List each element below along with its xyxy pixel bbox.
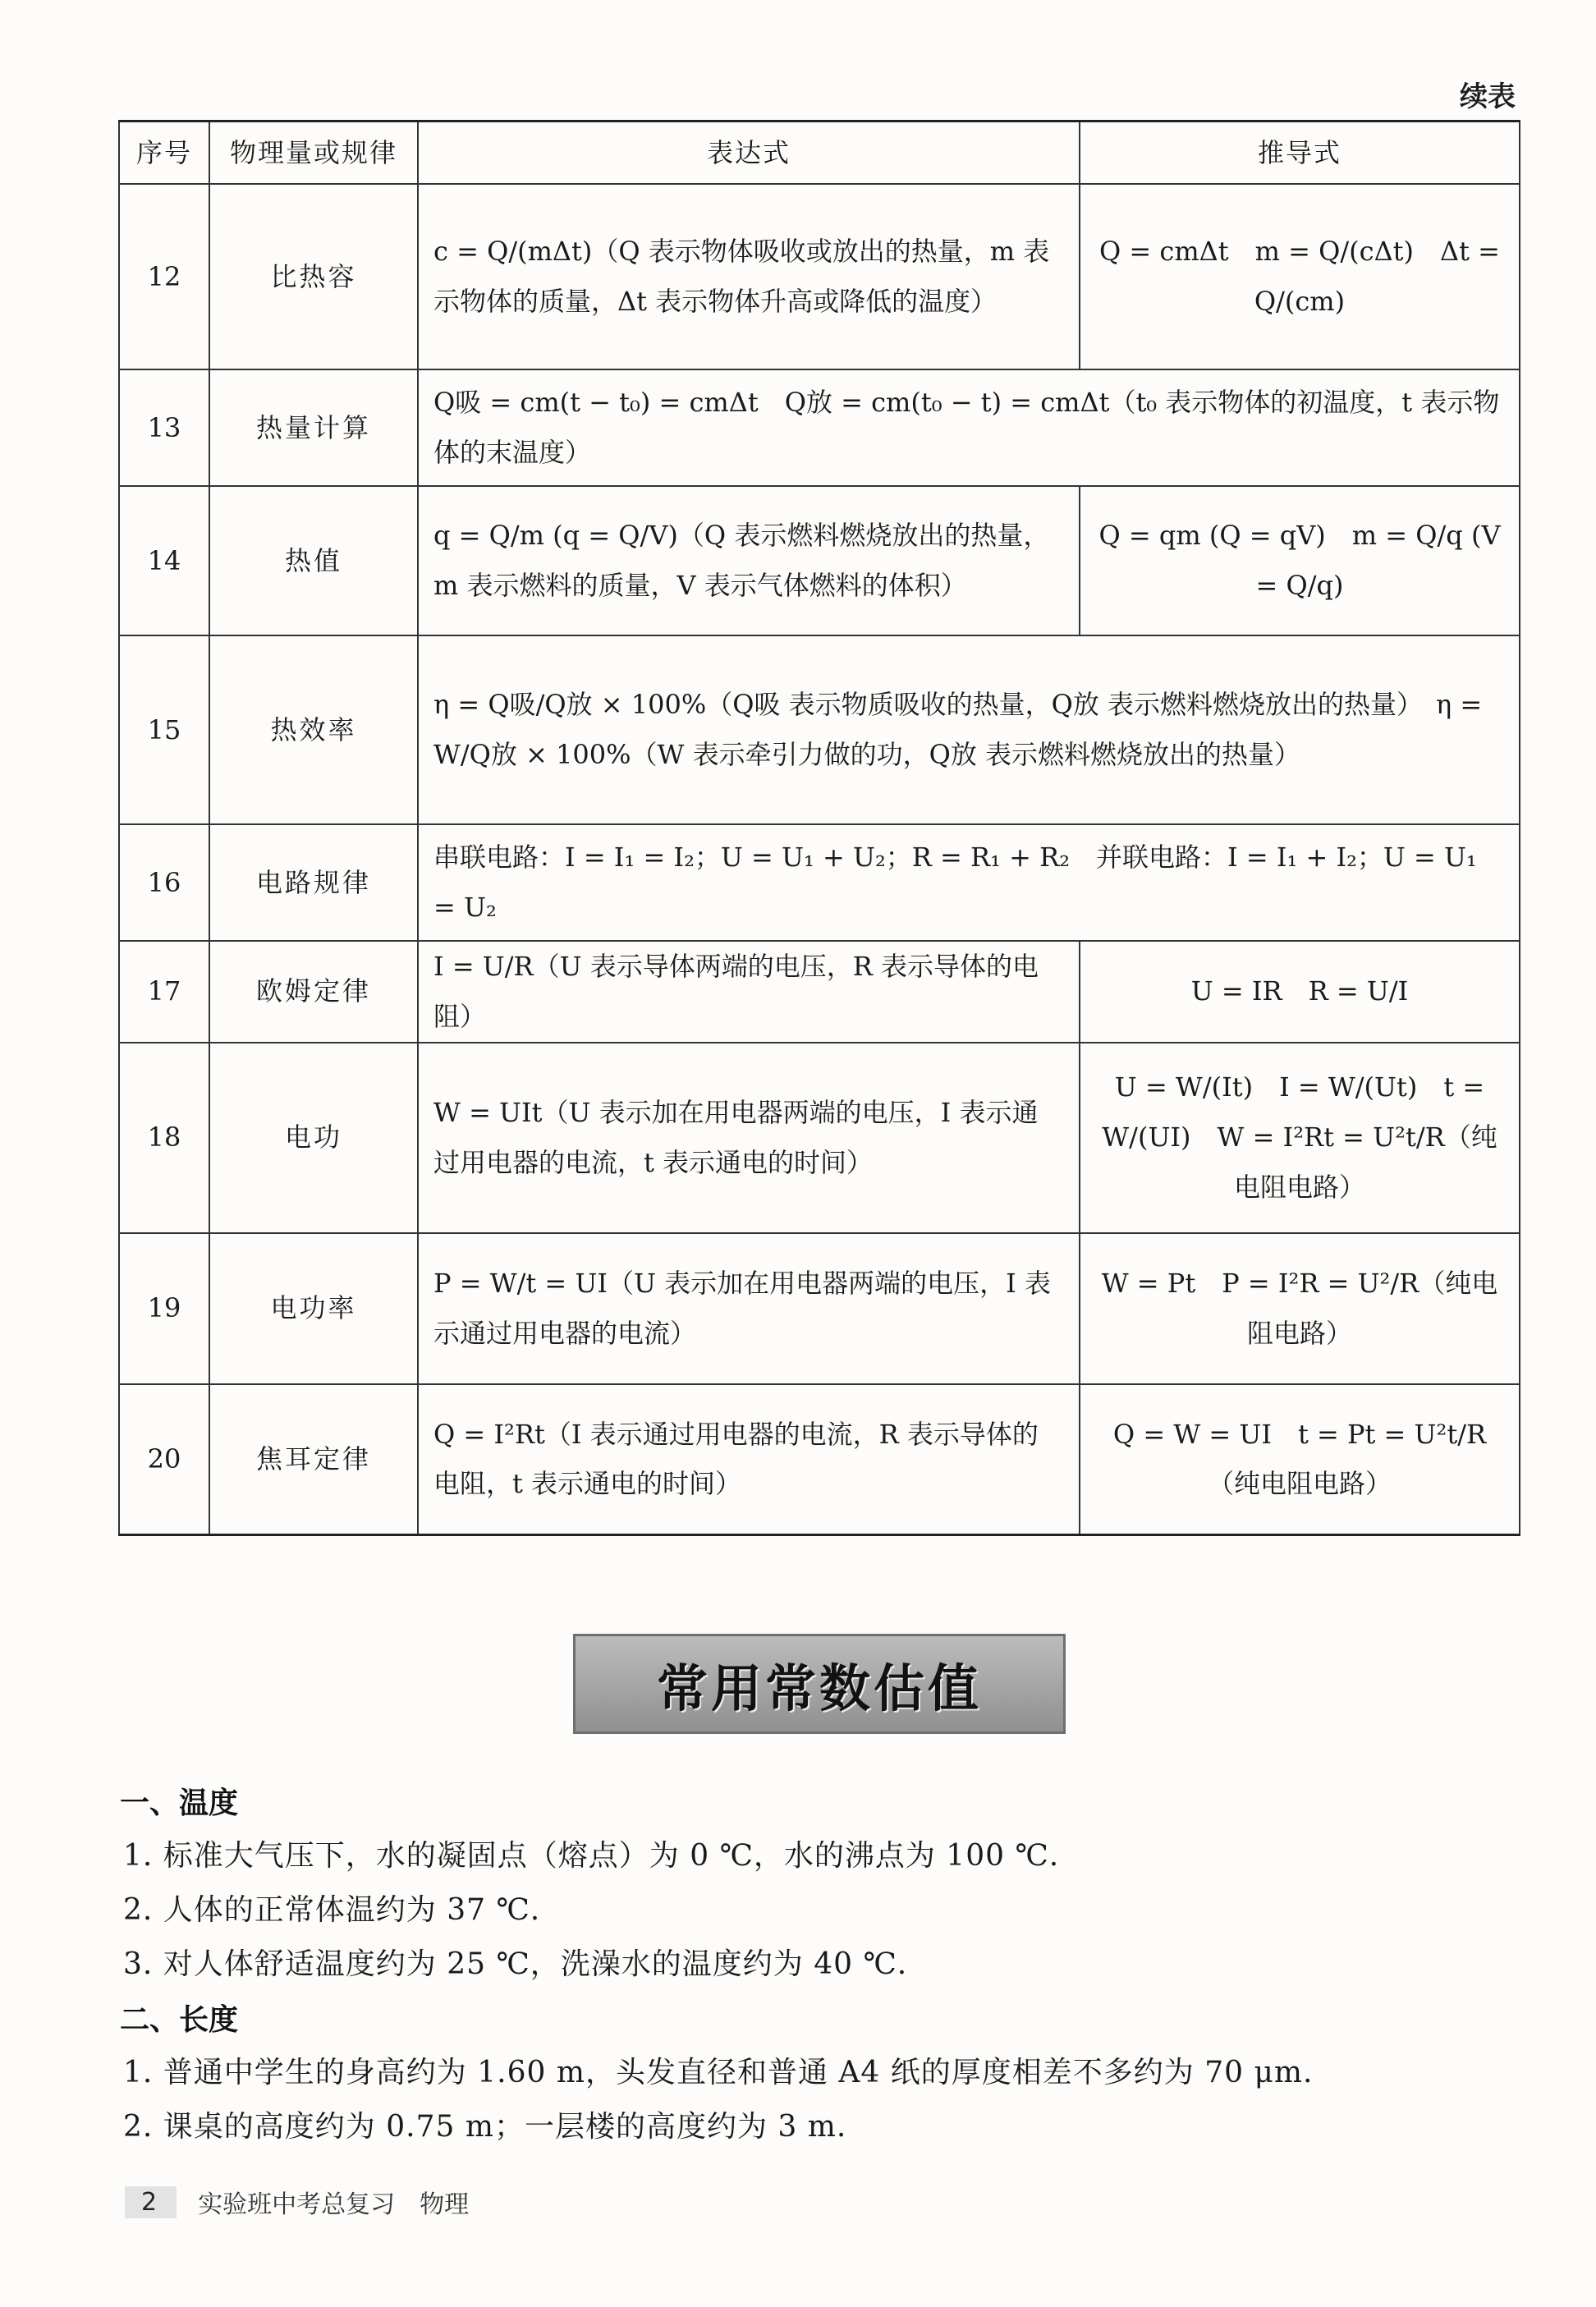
section-heading-temperature: 一、温度 <box>120 1786 239 1820</box>
row-number: 20 <box>119 1384 209 1535</box>
quantity-name: 热效率 <box>209 635 418 824</box>
derivation-cell: W = Pt P = I²R = U²/R（纯电阻电路） <box>1080 1233 1520 1384</box>
list-item: 1. 标准大气压下，水的凝固点（熔点）为 0 ℃，水的沸点为 100 ℃. <box>123 1839 1060 1873</box>
banner-title: 常用常数估值 <box>656 1658 982 1718</box>
page-number: 2 <box>125 2186 177 2218</box>
list-item: 2. 课桌的高度约为 0.75 m；一层楼的高度约为 3 m. <box>123 2110 847 2144</box>
table-row <box>119 1043 1520 1233</box>
expression-cell: 串联电路：I = I₁ = I₂；U = U₁ + U₂；R = R₁ + R₂ 并联电路：I = I₁ + I₂；U = U₁ = U₂ <box>418 824 1520 941</box>
book-title: 实验班中考总复习 物理 <box>198 2190 470 2219</box>
quantity-name: 焦耳定律 <box>209 1384 418 1535</box>
row-number: 17 <box>119 941 209 1043</box>
column-header: 序号 <box>119 122 209 185</box>
expression-cell: P = W/t = UI（U 表示加在用电器两端的电压，I 表示通过用电器的电流） <box>418 1233 1080 1384</box>
page-footer <box>125 2184 469 2220</box>
row-number: 13 <box>119 369 209 486</box>
row-number: 14 <box>119 486 209 635</box>
physics-formula-table <box>118 120 1520 1536</box>
quantity-name: 热量计算 <box>209 369 418 486</box>
derivation-cell: Q = cmΔt m = Q/(cΔt) Δt = Q/(cm) <box>1080 184 1520 369</box>
derivation-cell: U = W/(It) I = W/(Ut) t = W/(UI) W = I²Rt = U²t/R（纯电阻电路） <box>1080 1043 1520 1233</box>
continued-table-label: 续表 <box>1460 80 1516 113</box>
quantity-name: 电功率 <box>209 1233 418 1384</box>
table-row <box>119 1233 1520 1384</box>
table-header-row <box>119 122 1520 185</box>
table-row <box>119 941 1520 1043</box>
table-row <box>119 486 1520 635</box>
section-banner <box>573 1634 1066 1734</box>
expression-cell: η = Q吸/Q放 × 100%（Q吸 表示物质吸收的热量，Q放 表示燃料燃烧放出的热量） η = W/Q放 × 100%（W 表示牵引力做的功，Q放 表示燃料燃烧放出的热量） <box>418 635 1520 824</box>
expression-cell: c = Q/(mΔt)（Q 表示物体吸收或放出的热量，m 表示物体的质量，Δt 表示物体升高或降低的温度） <box>418 184 1080 369</box>
expression-cell: q = Q/m (q = Q/V)（Q 表示燃料燃烧放出的热量，m 表示燃料的质量，V 表示气体燃料的体积） <box>418 486 1080 635</box>
row-number: 18 <box>119 1043 209 1233</box>
list-item: 1. 普通中学生的身高约为 1.60 m，头发直径和普通 A4 纸的厚度相差不多约为 70 μm. <box>123 2056 1314 2089</box>
list-item: 2. 人体的正常体温约为 37 ℃. <box>123 1893 541 1927</box>
column-header: 表达式 <box>418 122 1080 185</box>
quantity-name: 电路规律 <box>209 824 418 941</box>
row-number: 19 <box>119 1233 209 1384</box>
list-item: 3. 对人体舒适温度约为 25 ℃，洗澡水的温度约为 40 ℃. <box>123 1947 908 1981</box>
expression-cell: Q吸 = cm(t − t₀) = cmΔt Q放 = cm(t₀ − t) = cmΔt（t₀ 表示物体的初温度，t 表示物体的末温度） <box>418 369 1520 486</box>
expression-cell: W = UIt（U 表示加在用电器两端的电压，I 表示通过用电器的电流，t 表示通电的时间） <box>418 1043 1080 1233</box>
row-number: 12 <box>119 184 209 369</box>
column-header: 推导式 <box>1080 122 1520 185</box>
quantity-name: 电功 <box>209 1043 418 1233</box>
expression-cell: I = U/R（U 表示导体两端的电压，R 表示导体的电阻） <box>418 941 1080 1043</box>
table-row <box>119 635 1520 824</box>
expression-cell: Q = I²Rt（I 表示通过用电器的电流，R 表示导体的电阻，t 表示通电的时间） <box>418 1384 1080 1535</box>
quantity-name: 欧姆定律 <box>209 941 418 1043</box>
table-row <box>119 824 1520 941</box>
table-row <box>119 1384 1520 1535</box>
row-number: 16 <box>119 824 209 941</box>
table-row <box>119 369 1520 486</box>
derivation-cell: Q = W = UI t = Pt = U²t/R（纯电阻电路） <box>1080 1384 1520 1535</box>
table-row <box>119 184 1520 369</box>
section-heading-length: 二、长度 <box>120 2003 239 2037</box>
derivation-cell: U = IR R = U/I <box>1080 941 1520 1043</box>
column-header: 物理量或规律 <box>209 122 418 185</box>
derivation-cell: Q = qm (Q = qV) m = Q/q (V = Q/q) <box>1080 486 1520 635</box>
quantity-name: 热值 <box>209 486 418 635</box>
quantity-name: 比热容 <box>209 184 418 369</box>
row-number: 15 <box>119 635 209 824</box>
